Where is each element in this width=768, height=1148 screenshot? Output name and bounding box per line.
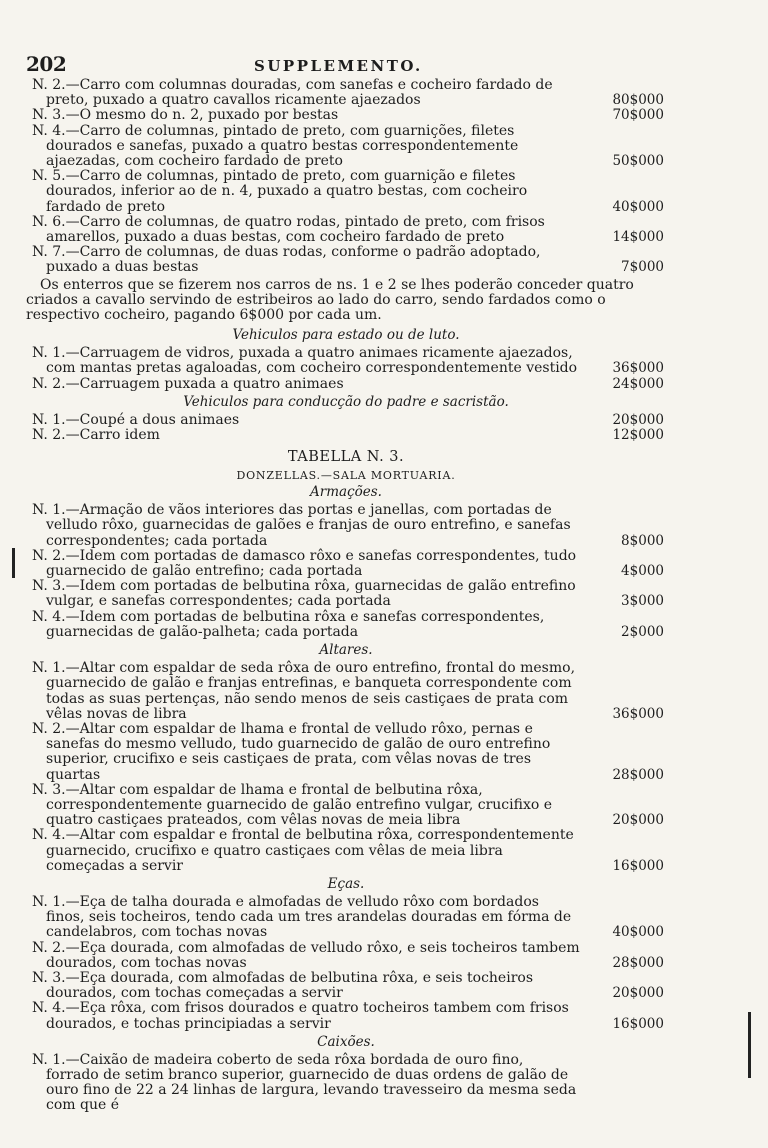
- list-item: [26, 783, 666, 829]
- margin-mark-right: [748, 1012, 751, 1078]
- list-item: [26, 610, 666, 640]
- table-subtitle: DONZELLAS.—SALA MORTUARIA.: [236, 469, 456, 483]
- list-item: [26, 413, 666, 428]
- list-item: [26, 722, 666, 783]
- entry-price: 80$000: [612, 92, 664, 109]
- list-item: [26, 661, 666, 722]
- entry-price: 36$000: [612, 705, 664, 722]
- carros-list: [26, 78, 666, 276]
- margin-mark-left: [12, 548, 15, 578]
- note-paragraph: Os enterros que se fizerem nos carros de ns. 1 e 2 se lhes poderão conceder quatro criados a cavallo servindo de estribeiros ao lado do carro, sendo fardados como o respectivo cocheiro, pagando 6$000 por cada um.: [26, 276, 634, 324]
- page-header: [26, 52, 666, 76]
- list-item: [26, 108, 666, 123]
- list-item: [26, 377, 666, 392]
- list-item: [26, 78, 666, 108]
- list-item: [26, 971, 666, 1001]
- entry-price: 12$000: [612, 427, 664, 444]
- entry-text: N. 4.—Idem com portadas de belbutina rôxa e sanefas correspondentes, guarnecidas de galão-palheta; cada portada: [32, 608, 545, 640]
- entry-text: N. 7.—Carro de columnas, de duas rodas, conforme o padrão adoptado, puxado a duas bestas: [32, 244, 541, 276]
- entry-price: 40$000: [612, 924, 664, 941]
- entry-price: 8$000: [621, 532, 664, 549]
- entry-text: N. 4.—Eça rôxa, com frisos dourados e quatro tocheiros tambem com frisos dourados, e tochas principiadas a servir: [32, 1000, 569, 1032]
- list-item: [26, 169, 666, 215]
- entry-text: N. 1.—Caixão de madeira coberto de seda rôxa bordada de ouro fino, forrado de setim branco superior, guarnecido de duas ordens de galão de ouro fino de 22 a 24 linhas de largura, levando travesseiro da mesma seda com que é: [32, 1051, 577, 1114]
- entry-price: 3$000: [621, 593, 664, 610]
- page-number: 202: [26, 52, 67, 76]
- entry-price: 40$000: [612, 198, 664, 215]
- entry-text: N. 2.—Carruagem puxada a quatro animaes: [32, 375, 344, 392]
- entry-price: 36$000: [612, 360, 664, 377]
- entry-text: N. 5.—Carro de columnas, pintado de preto, com guarnição e filetes dourados, inferior ao de n. 4, puxado a quatro bestas, com cocheiro fardado de preto: [32, 168, 528, 215]
- entry-price: 28$000: [612, 954, 664, 971]
- entry-text: N. 2.—Idem com portadas de damasco rôxo e sanefas correspondentes, tudo guarnecido de galão entrefino; cada portada: [32, 547, 577, 580]
- section-heading: Armações.: [310, 484, 382, 501]
- entry-price: 20$000: [612, 985, 664, 1002]
- entry-text: N. 3.—Eça dourada, com almofadas de belbutina rôxa, e seis tocheiros dourados, com tochas começadas a servir: [32, 969, 533, 1002]
- entry-price: 4$000: [621, 563, 664, 580]
- entry-text: N. 2.—Eça dourada, com almofadas de velludo rôxo, e seis tocheiros tambem dourados, com tochas novas: [32, 939, 580, 971]
- list-item: [26, 549, 666, 579]
- page-title: SUPPLEMENTO.: [254, 57, 423, 75]
- list-item: [26, 245, 666, 275]
- entry-text: N. 1.—Coupé a dous animaes: [32, 411, 240, 428]
- entry-text: N. 2.—Altar com espaldar de lhama e frontal de velludo rôxo, pernas e sanefas do mesmo velludo, tudo guarnecido de galão de ouro entrefino superior, crucifixo e seis castiçaes de prata, com vêlas novas de tres quartas: [32, 720, 551, 783]
- entry-price: 7$000: [621, 259, 664, 276]
- entry-text: N. 1.—Carruagem de vidros, puxada a quatro animaes ricamente ajaezados, com mantas pretas agaloadas, com cocheiro correspondentemente vestido: [32, 345, 578, 377]
- entry-price: 50$000: [612, 153, 664, 170]
- list-item: [26, 895, 666, 941]
- entry-text: N. 1.—Eça de talha dourada e almofadas de velludo rôxo com bordados finos, seis tocheiros, tendo cada um tres arandelas douradas em fórma de candelabros, com tochas novas: [32, 893, 572, 941]
- entry-price: 20$000: [612, 411, 664, 428]
- section-heading: Caixões.: [317, 1033, 375, 1050]
- list-item: [26, 941, 666, 971]
- entry-price: 28$000: [612, 766, 664, 783]
- list-item: [26, 124, 666, 170]
- entry-price: 16$000: [612, 1015, 664, 1032]
- entry-price: 24$000: [612, 375, 664, 392]
- entry-price: 16$000: [612, 857, 664, 874]
- list-item: [26, 1001, 666, 1031]
- entry-text: N. 4.—Carro de columnas, pintado de preto, com guarnições, filetes dourados e sanefas, puxado a quatro bestas correspondentemente ajaezadas, com cocheiro fardado de preto: [32, 122, 519, 170]
- entry-text: N. 4.—Altar com espaldar e frontal de belbutina rôxa, correspondentemente guarnecido, crucifixo e quatro castiçaes com vêlas de meia libra começadas a servir: [32, 827, 574, 874]
- entry-text: N. 3.—O mesmo do n. 2, puxado por bestas: [32, 107, 339, 124]
- entry-price: 70$000: [612, 107, 664, 124]
- section-heading: Vehiculos para conducção do padre e sacristão.: [183, 393, 509, 410]
- list-item: [26, 579, 666, 609]
- list-item: [26, 503, 666, 549]
- entry-text: N. 2.—Carro com columnas douradas, com sanefas e cocheiro fardado de preto, puxado a quatro cavallos ricamente ajaezados: [32, 77, 553, 109]
- entry-price: 20$000: [612, 812, 664, 829]
- list-item: [26, 346, 666, 376]
- table-title: TABELLA N. 3.: [287, 449, 405, 466]
- document-page: [26, 52, 666, 1114]
- entry-text: N. 2.—Carro idem: [32, 427, 160, 444]
- section-heading: Vehiculos para estado ou de luto.: [232, 327, 460, 344]
- section-heading: Eças.: [327, 875, 365, 892]
- entry-price: 2$000: [621, 623, 664, 640]
- entry-text: N. 3.—Idem com portadas de belbutina rôxa, guarnecidas de galão entrefino vulgar, e sanefas correspondentes; cada portada: [32, 578, 576, 610]
- section-heading: Altares.: [319, 642, 373, 659]
- entry-price: 14$000: [612, 229, 664, 246]
- entry-text: N. 1.—Armação de vãos interiores das portas e janellas, com portadas de velludo rôxo, guarnecidas de galões e franjas de ouro entrefino, e sanefas correspondentes; cada portada: [32, 502, 571, 549]
- entry-text: N. 1.—Altar com espaldar de seda rôxa de ouro entrefino, frontal do mesmo, guarnecido de galão e franjas entrefinas, e banqueta correspondente com todas as suas pertenças, não sendo menos de seis castiçaes de prata com vêlas novas de libra: [32, 660, 576, 722]
- list-item: [26, 828, 666, 874]
- list-item: [26, 215, 666, 245]
- list-item: [26, 1053, 666, 1114]
- list-item: [26, 428, 666, 443]
- entry-text: N. 3.—Altar com espaldar de lhama e frontal de belbutina rôxa, correspondentemente guarnecido de galão entrefino vulgar, crucifixo e quatro castiçaes prateados, com vêlas novas de meia libra: [32, 781, 553, 829]
- entry-text: N. 6.—Carro de columnas, de quatro rodas, pintado de preto, com frisos amarellos, puxado a duas bestas, com cocheiro fardado de preto: [32, 213, 545, 246]
